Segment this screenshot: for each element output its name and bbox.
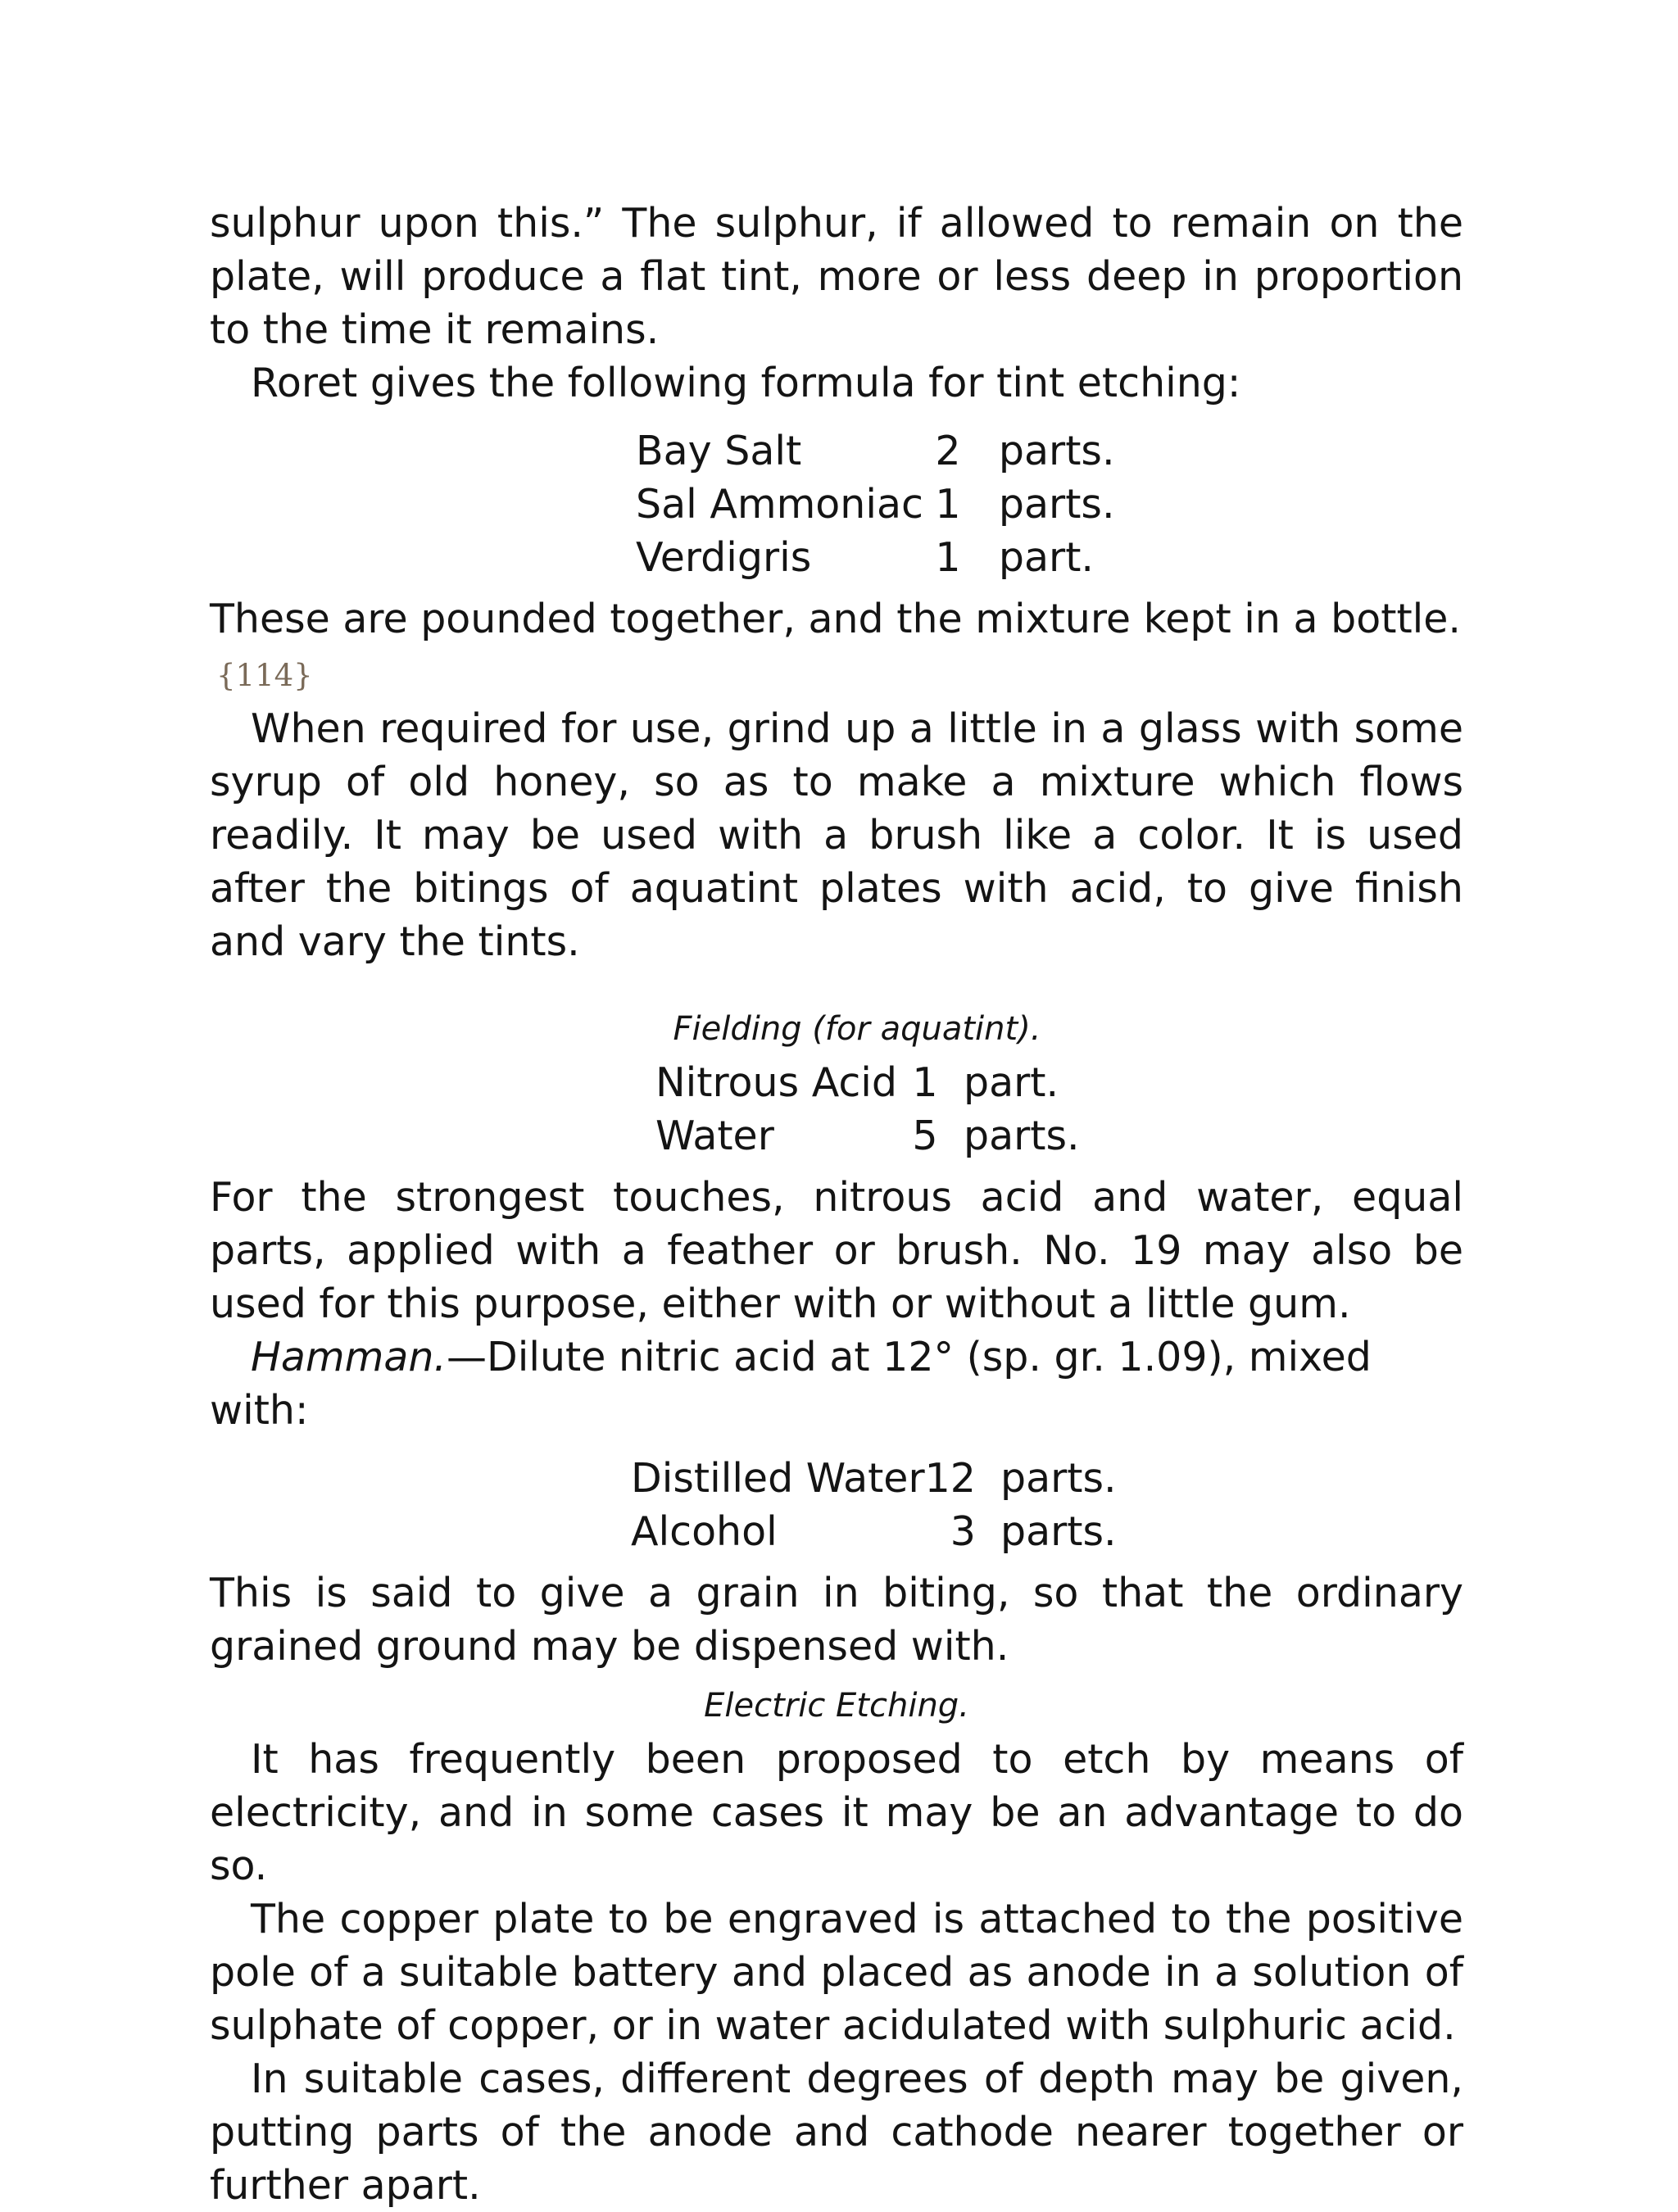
ingredient: Alcohol (631, 1508, 778, 1555)
recipe-table-fielding (655, 1056, 1080, 1163)
paragraph-electricity: It has frequently been proposed to etch by means of electricity, and in some cases it may be an advantage to do so. (210, 1736, 1463, 1889)
paragraph-roret-intro: Roret gives the following formula for tint etching: (251, 360, 1241, 406)
paragraph-copper-plate: The copper plate to be engraved is attached to the positive pole of a suitable battery and placed as anode in a solution of sulphate of copper, or in water acidulated with sulphuric acid. (210, 1896, 1463, 2049)
paragraph-grain: This is said to give a grain in biting, so that the ordinary grained ground may be dispensed with. (210, 1570, 1463, 1670)
ingredient: Nitrous Acid (655, 1059, 898, 1106)
unit: parts. (998, 428, 1115, 474)
ingredient: Water (655, 1113, 774, 1159)
recipe-row (631, 1505, 1117, 1558)
ingredient: Verdigris (636, 534, 812, 581)
page-number-marker[interactable]: {114} (216, 658, 313, 693)
quantity: 1 (935, 481, 961, 528)
recipe-table-roret (636, 424, 1115, 584)
pounded-text: These are pounded together, and the mixture kept in a bottle. (210, 596, 1461, 642)
recipe-row (636, 424, 1115, 478)
unit: parts. (1000, 1508, 1117, 1555)
quantity: 1 (935, 534, 961, 581)
unit: part. (964, 1059, 1059, 1106)
quantity: 12 (924, 1455, 976, 1502)
unit: part. (998, 534, 1094, 581)
recipe-table-hamman (631, 1452, 1117, 1558)
book-page (210, 197, 1463, 2212)
unit: parts. (998, 481, 1115, 528)
recipe-row (631, 1452, 1117, 1505)
heading-fielding: Fielding (for aquatint). (673, 1010, 1041, 1048)
quantity: 2 (935, 428, 961, 474)
ingredient: Distilled Water (631, 1455, 925, 1502)
paragraph-honey: When required for use, grind up a little in a glass with some syrup of old honey, so as to make a mixture which flows readily. It may be used with a brush like a color. It is used after the bitings of aquatint plates with acid, to give finish and vary the tints. (210, 705, 1463, 965)
recipe-row (655, 1109, 1080, 1163)
paragraph-pounded (210, 592, 1463, 702)
unit: parts. (1000, 1455, 1117, 1502)
quantity: 5 (912, 1113, 938, 1159)
quantity: 1 (912, 1059, 938, 1106)
ingredient: Bay Salt (636, 428, 802, 474)
heading-electric-etching: Electric Etching. (704, 1687, 969, 1725)
recipe-row (655, 1056, 1080, 1109)
paragraph-depth: In suitable cases, different degrees of depth may be given, putting parts of the anode and cathode nearer together or further apart. (210, 2056, 1463, 2209)
recipe-row (636, 478, 1115, 531)
hamman-text: —Dilute nitric acid at 12° (sp. gr. 1.09), mixed with: (210, 1334, 1372, 1434)
ingredient: Sal Ammoniac (636, 481, 923, 528)
paragraph-strongest-touches: For the strongest touches, nitrous acid and water, equal parts, applied with a feather or brush. No. 19 may also be used for this purpose, either with or without a little gum. (210, 1174, 1463, 1327)
quantity: 3 (950, 1508, 976, 1555)
unit: parts. (964, 1113, 1080, 1159)
paragraph-hamman (210, 1330, 1463, 1437)
recipe-row (636, 531, 1115, 584)
paragraph-sulphur: sulphur upon this.” The sulphur, if allowed to remain on the plate, will produce a flat tint, more or less deep in proportion to the time it remains. (210, 200, 1463, 353)
hamman-name: Hamman. (251, 1334, 447, 1380)
